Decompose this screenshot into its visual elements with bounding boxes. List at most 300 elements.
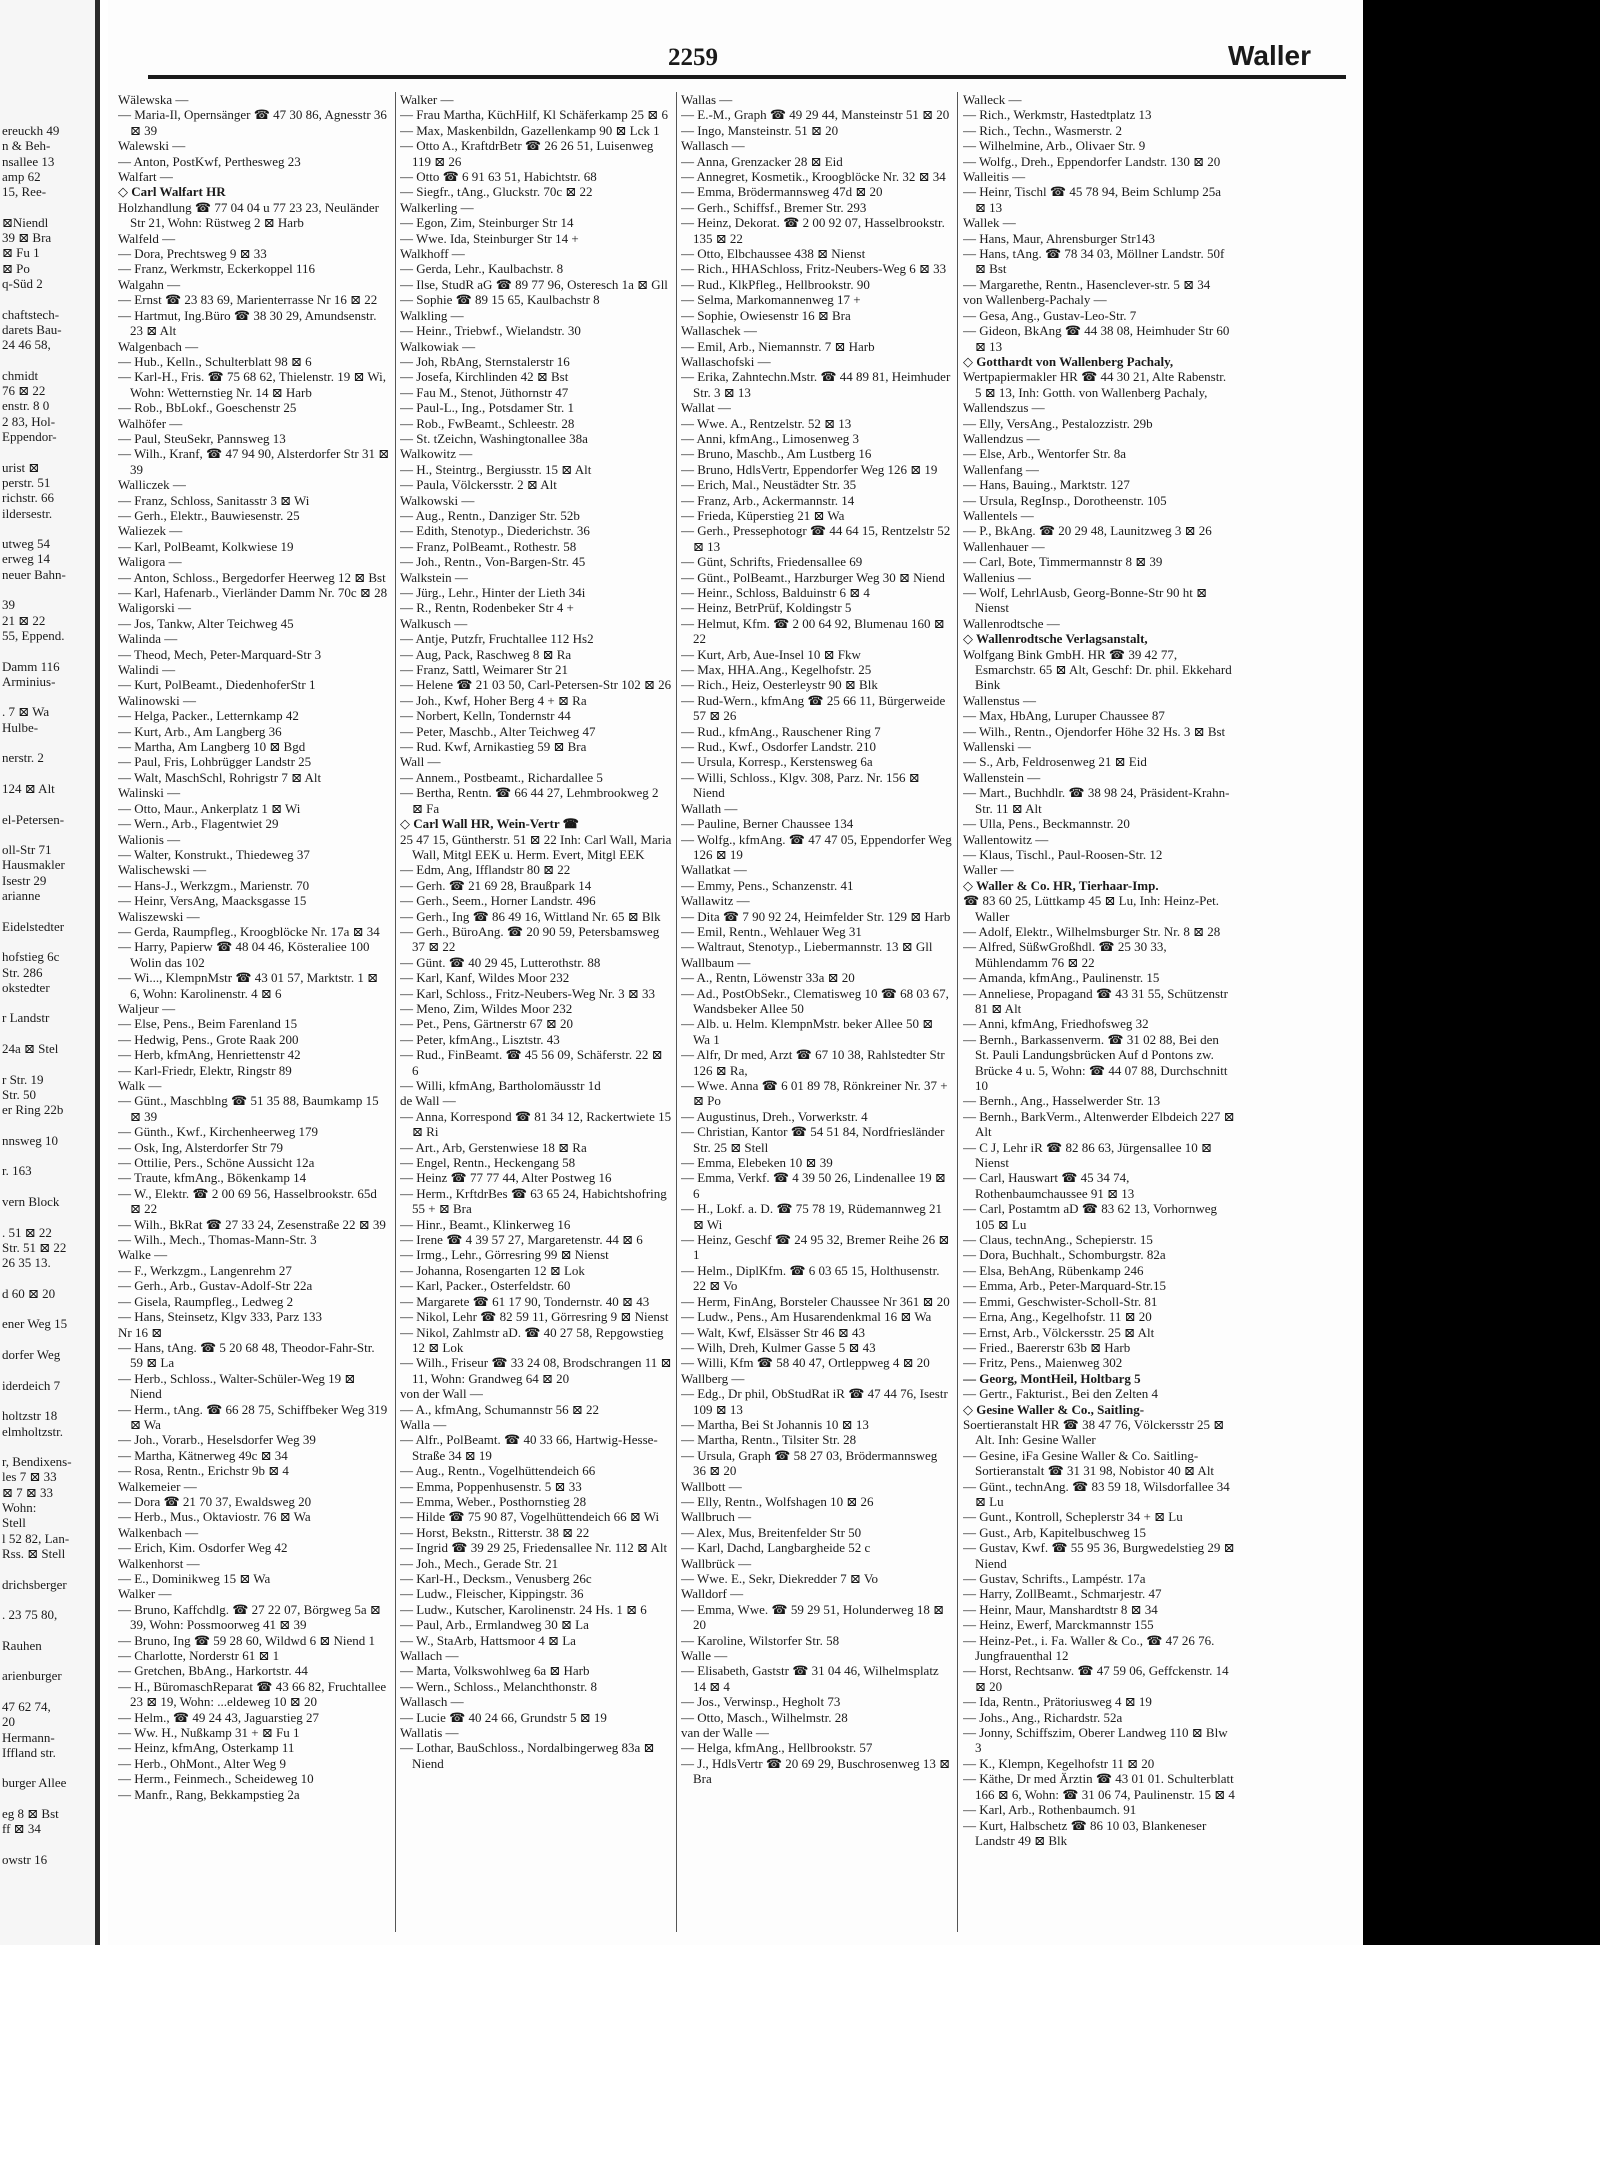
page-gutter-shadow <box>95 0 100 2177</box>
column-divider <box>957 92 958 1932</box>
surname-heading: Wall — <box>400 754 441 770</box>
scan-bottom-margin <box>0 1945 1600 2177</box>
directory-entry: — Sophie ☎ 89 15 65, Kaulbachstr 8 <box>400 292 600 308</box>
column-1 <box>118 92 390 1927</box>
directory-entry: — Paul-L., Ing., Potsdamer Str. 1 <box>400 400 575 416</box>
directory-entry: — Hub., Kelln., Schulterblatt 98 ⊠ 6 <box>118 353 312 369</box>
directory-entry: — Heinr, Maur, Manshardtstr 8 ⊠ 34 <box>963 1601 1158 1617</box>
facing-page-line: Hausmakler <box>2 857 65 873</box>
directory-entry: — P., BkAng. ☎ 20 29 48, Launitzweg 3 ⊠ 26 <box>963 523 1212 539</box>
facing-page-line: perstr. 51 <box>2 474 51 490</box>
directory-entry: — Nikol, Zahlmstr aD. ☎ 40 27 58, Repgowstieg 12 ⊠ Lok <box>400 1324 664 1355</box>
facing-page-line: Damm 116 <box>2 658 60 674</box>
surname-heading: Wallaschek — <box>681 323 757 339</box>
directory-entry: — Rich., HHASchloss, Fritz-Neubers-Weg 6 ⊠ 33 <box>681 261 947 277</box>
directory-entry: — Georg, MontHeil, Holtbarg 5 <box>963 1370 1141 1386</box>
facing-page-line: ereuckh 49 <box>2 123 60 138</box>
facing-page-line: d 60 ⊠ 20 <box>2 1285 56 1301</box>
facing-page-line: ⊠Niendl <box>2 214 49 230</box>
facing-page-line: erweg 14 <box>2 551 51 567</box>
directory-entry: — Franz, Schloss, Sanitasstr 3 ⊠ Wi <box>118 492 310 508</box>
directory-entry: — Kurt, Arb, Aue-Insel 10 ⊠ Fkw <box>681 646 861 662</box>
directory-entry: — Nikol, Lehr ☎ 82 59 11, Görresring 9 ⊠ Nienst <box>400 1309 669 1325</box>
facing-page-line: arienburger <box>2 1668 62 1684</box>
directory-entry: — Gerh., Ing ☎ 86 49 16, Wittland Nr. 65 ⊠ Blk <box>400 908 661 924</box>
surname-heading: Walinski — <box>118 785 181 801</box>
surname-heading: Wallendszus — <box>963 400 1045 416</box>
directory-entry: — Gideon, BkAng ☎ 44 38 08, Heimhuder Str 60 ⊠ 13 <box>963 323 1230 354</box>
directory-entry: — Osk, Ing, Alsterdorfer Str 79 <box>118 1139 284 1155</box>
directory-entry: — Karl, Schloss., Fritz-Neubers-Weg Nr. 3 ⊠ 33 <box>400 985 655 1001</box>
directory-entry: — Gerh., Schiffsf., Bremer Str. 293 <box>681 199 867 215</box>
surname-heading: van der Walle — <box>681 1725 769 1741</box>
surname-heading: Walionis — <box>118 831 181 847</box>
surname-heading: Walkowski — <box>400 492 475 508</box>
facing-page-line: 39 <box>2 597 15 613</box>
directory-entry: — Günth., Kwf., Kirchenheerweg 179 <box>118 1124 319 1140</box>
directory-entry: — E., Dominikweg 15 ⊠ Wa <box>118 1571 271 1586</box>
directory-entry: — F., Werkzgm., Langenrehm 27 <box>118 1262 292 1278</box>
facing-page-line: Eppendor- <box>2 429 57 444</box>
surname-heading: Walgahn — <box>118 276 181 292</box>
directory-entry: — Anna, Korrespond ☎ 81 34 12, Rackertwiete 15 ⊠ Ri <box>400 1108 672 1140</box>
facing-page-line: hofstieg 6c <box>2 949 60 965</box>
surname-heading: Wallbaum — <box>681 954 751 970</box>
surname-heading: Wälewska — <box>118 92 189 107</box>
directory-entry: — Pauline, Berner Chaussee 134 <box>681 816 854 832</box>
directory-entry: — Art., Arb, Gerstenwiese 18 ⊠ Ra <box>400 1139 587 1155</box>
directory-entry: ☎ 83 60 25, Lüttkamp 45 ⊠ Lu, Inh: Heinz-Pet. Waller <box>963 893 1219 924</box>
directory-entry: — Frau Martha, KüchHilf, Kl Schäferkamp 25 ⊠ 6 <box>400 107 668 123</box>
facing-page-line: nerstr. 2 <box>2 750 44 766</box>
directory-entry: — Wilh, Dreh, Kulmer Gasse 5 ⊠ 43 <box>681 1339 876 1355</box>
directory-entry: — Lucie ☎ 40 24 66, Grundstr 5 ⊠ 19 <box>400 1709 607 1725</box>
directory-entry: — Emma, Elebeken 10 ⊠ 39 <box>681 1155 833 1171</box>
facing-page-line: Stell <box>2 1515 26 1531</box>
surname-heading: Walker — <box>400 92 454 107</box>
directory-entry: — Rich., Werkmstr, Hastedtplatz 13 <box>963 107 1152 123</box>
directory-entry: — Mart., Buchhdlr. ☎ 38 98 24, Präsident-Krahn-Str. 11 ⊠ Alt <box>963 785 1230 816</box>
directory-entry: — Franz, Sattl, Weimarer Str 21 <box>400 662 569 678</box>
directory-entry: — Margarethe, Rentn., Hasenclever-str. 5 ⊠ 34 <box>963 276 1211 292</box>
directory-entry: — Wern., Arb., Flagentwiet 29 <box>118 816 279 832</box>
surname-heading: Walinda — <box>118 631 178 647</box>
directory-entry: — Heinz, BetrPrüf, Koldingstr 5 <box>681 600 852 616</box>
surname-heading: Waligora — <box>118 554 182 570</box>
directory-entry: — Gisela, Raumpfleg., Ledweg 2 <box>118 1293 294 1309</box>
surname-heading: Walkerling — <box>400 199 474 215</box>
directory-entry: — Waltraut, Stenotyp., Liebermannstr. 13 ⊠ Gll <box>681 939 933 955</box>
facing-page-line: 24 46 58, <box>2 337 51 353</box>
surname-heading: Walkowitz — <box>400 446 473 462</box>
directory-entry: — Adolf, Elektr., Wilhelmsburger Str. Nr. 8 ⊠ 28 <box>963 923 1221 939</box>
directory-entry: — Ilse, StudR aG ☎ 89 77 96, Osteresch 1a ⊠ Gll <box>400 276 668 292</box>
directory-entry: — Engel, Rentn., Heckengang 58 <box>400 1155 576 1171</box>
directory-entry: — Annegret, Kosmetik., Kroogblöcke Nr. 32 ⊠ 34 <box>681 169 946 185</box>
directory-entry: — Wwe. Anna ☎ 6 01 89 78, Rönkreiner Nr. 37 + ⊠ Po <box>681 1078 948 1109</box>
surname-heading: Wallawitz — <box>681 893 750 909</box>
surname-heading: Walgenbach — <box>118 338 199 354</box>
directory-entry: — Gustav, Kwf. ☎ 55 95 36, Burgwedelstieg 29 ⊠ Niend <box>963 1540 1235 1571</box>
surname-heading: Waliezek — <box>118 523 183 539</box>
surname-heading: Wallasch — <box>681 138 745 154</box>
facing-page-line: ildersestr. <box>2 505 53 521</box>
directory-entry: — Kurt, Arb., Am Langberg 36 <box>118 723 282 739</box>
directory-entry: — Emma, Poppenhusenstr. 5 ⊠ 33 <box>400 1478 582 1494</box>
facing-page-line: Iffland str. <box>2 1744 56 1760</box>
directory-entry: — Aug, Pack, Raschweg 8 ⊠ Ra <box>400 646 572 662</box>
directory-entry: — Anni, kfmAng., Limosenweg 3 <box>681 430 860 446</box>
directory-entry: — S., Arb, Feldrosenweg 21 ⊠ Eid <box>963 754 1147 770</box>
surname-heading: Walleitis — <box>963 169 1026 185</box>
directory-entry: — Harry, Papierw ☎ 48 04 46, Kösteraliee 100 Wolin das 102 <box>118 939 370 970</box>
directory-entry: — Günt, Schrifts, Friedensallee 69 <box>681 554 863 570</box>
directory-entry: — Alfr., PolBeamt. ☎ 40 33 66, Hartwig-Hesse-Straße 34 ⊠ 19 <box>400 1432 658 1463</box>
directory-entry: Wolfgang Bink GmbH. HR ☎ 39 42 77, Esmarchstr. 65 ⊠ Alt, Geschf: Dr. phil. Ekkehard Bink <box>963 646 1232 693</box>
directory-entry: — Hans, tAng. ☎ 5 20 68 48, Theodor-Fahr-Str. 59 ⊠ La <box>118 1339 375 1371</box>
directory-entry: — Günt. ☎ 40 29 45, Lutterothstr. 88 <box>400 954 601 970</box>
surname-heading: Walischewski — <box>118 862 207 878</box>
directory-entry: — Emil, Arb., Niemannstr. 7 ⊠ Harb <box>681 338 875 354</box>
directory-entry: — Hartmut, Ing.Büro ☎ 38 30 29, Amundsenstr. 23 ⊠ Alt <box>118 307 377 339</box>
directory-entry: — Karl, Hafenarb., Vierländer Damm Nr. 70c ⊠ 28 <box>118 585 388 600</box>
surname-heading: Walkemeier — <box>118 1478 197 1494</box>
surname-heading: Waller — <box>963 862 1014 878</box>
directory-entry: — Bruno, HdlsVertr, Eppendorfer Weg 126 ⊠ 19 <box>681 461 938 477</box>
directory-entry: — Karoline, Wilstorfer Str. 58 <box>681 1632 840 1648</box>
directory-entry: — Manfr., Rang, Bekkampstieg 2a <box>118 1786 300 1802</box>
directory-entry: — Karl, Dachd, Langbargheide 52 c <box>681 1540 871 1556</box>
directory-entry: — Fritz, Pens., Maienweg 302 <box>963 1355 1123 1371</box>
directory-entry: — St. tZeichn, Washingtonallee 38a <box>400 430 588 446</box>
directory-entry: — Rud., KlkPfleg., Hellbrookstr. 90 <box>681 276 870 292</box>
directory-entry: — Joh, RbAng, Sternstalerstr 16 <box>400 353 570 369</box>
directory-entry: — Edm, Ang, Ifflandstr 80 ⊠ 22 <box>400 862 571 878</box>
directory-entry: — Gretchen, BbAng., Harkortstr. 44 <box>118 1663 308 1679</box>
surname-heading: Walle — <box>681 1648 728 1664</box>
directory-entry: — A., kfmAng, Schumannstr 56 ⊠ 22 <box>400 1401 600 1417</box>
surname-heading: Walkowiak — <box>400 338 476 354</box>
facing-page-line: 124 ⊠ Alt <box>2 780 55 796</box>
directory-entry: — Horst, Bekstn., Ritterstr. 38 ⊠ 22 <box>400 1524 590 1540</box>
directory-entry: — Heinr, VersAng, Maacksgasse 15 <box>118 893 307 909</box>
directory-entry: — Meno, Zim, Wildes Moor 232 <box>400 1000 573 1016</box>
directory-entry: — Elly, VersAng., Pestalozzistr. 29b <box>963 415 1153 431</box>
surname-heading: Walkhoff — <box>400 246 465 262</box>
directory-entry: — Ernst ☎ 23 83 69, Marienterrasse Nr 16 ⊠ 22 <box>118 292 378 308</box>
directory-entry: ◇ Carl Wall HR, Wein-Vertr ☎ <box>400 816 579 832</box>
directory-entry: — Hans, Maur, Ahrensburger Str143 <box>963 230 1156 246</box>
directory-entry: — Emma, Arb., Peter-Marquard-Str.15 <box>963 1278 1167 1294</box>
directory-entry: — Bernh., Barkassenverm. ☎ 31 02 88, Bei den St. Pauli Landungsbrücken Auf d Pontons zw. Brücke 4 u. 5, Wohn: ☎ 44 07 88, Durchschnitt 10 <box>963 1031 1228 1093</box>
facing-page-line: chaftstech- <box>2 306 60 322</box>
facing-page-line: nnsweg 10 <box>2 1132 58 1148</box>
facing-page-line: Rss. ⊠ Stell <box>2 1545 66 1561</box>
directory-entry: — Dita ☎ 7 90 92 24, Heimfelder Str. 129 ⊠ Harb <box>681 908 951 924</box>
directory-entry: ◇ Gesine Waller & Co., Saitling- <box>963 1401 1145 1417</box>
directory-entry: — Edith, Stenotyp., Diederichstr. 36 <box>400 523 590 539</box>
directory-entry: — Johanna, Rosengarten 12 ⊠ Lok <box>400 1262 585 1278</box>
facing-page-line: holtzstr 18 <box>2 1408 58 1424</box>
directory-entry: — Hilde ☎ 75 90 87, Vogelhüttendeich 66 ⊠ Wi <box>400 1509 660 1525</box>
facing-page-line: urist ⊠ <box>2 459 40 475</box>
directory-entry: — Siegfr., tAng., Gluckstr. 70c ⊠ 22 <box>400 184 593 200</box>
directory-entry: — Ludw., Fleischer, Kippingstr. 36 <box>400 1586 584 1602</box>
facing-page-line: . 7 ⊠ Wa <box>2 704 50 720</box>
directory-entry: — Alfred, SüßwGroßhdl. ☎ 25 30 33, Mühlendamm 76 ⊠ 22 <box>963 939 1167 970</box>
facing-page-line: oll-Str 71 <box>2 842 52 858</box>
directory-entry: — Bernh., BarkVerm., Altenwerder Elbdeich 227 ⊠ Alt <box>963 1108 1235 1140</box>
directory-entry: — Peter, kfmAng., Lisztstr. 43 <box>400 1031 560 1047</box>
facing-page-line: drichsberger <box>2 1576 67 1592</box>
directory-entry: — Ernst, Arb., Völckersstr. 25 ⊠ Alt <box>963 1324 1155 1340</box>
surname-heading: Waljeur — <box>118 1000 176 1016</box>
directory-entry: — Gunt., Kontroll, Scheplerstr 34 + ⊠ Lu <box>963 1509 1183 1525</box>
surname-heading: Walfart — <box>118 169 173 185</box>
surname-heading: Walkstein — <box>400 569 468 585</box>
directory-entry: — Walt, MaschSchl, Rohrigstr 7 ⊠ Alt <box>118 769 322 785</box>
directory-entry: — Wilh., BkRat ☎ 27 33 24, Zesenstraße 22 ⊠ 39 <box>118 1216 386 1232</box>
facing-page-line: 15, Ree- <box>2 184 47 200</box>
directory-entry: — Emma, Weber., Posthornstieg 28 <box>400 1493 587 1509</box>
directory-entry: — Edg., Dr phil, ObStudRat iR ☎ 47 44 76, Isestr 109 ⊠ 13 <box>681 1386 948 1417</box>
facing-page-line: Eidelstedter <box>2 918 65 934</box>
facing-page-line: . 51 ⊠ 22 <box>2 1224 52 1240</box>
facing-page-line: 24a ⊠ Stel <box>2 1041 59 1056</box>
surname-heading: Wallenstein — <box>963 769 1041 785</box>
directory-entry: — Franz, Arb., Ackermannstr. 14 <box>681 492 855 508</box>
directory-entry: — Theod, Mech, Peter-Marquard-Str 3 <box>118 646 322 662</box>
directory-entry: — Willi, Schloss., Klgv. 308, Parz. Nr. 156 ⊠ Niend <box>681 769 920 801</box>
facing-page-line: amp 62 <box>2 168 41 184</box>
directory-entry: — Elly, Rentn., Wolfshagen 10 ⊠ 26 <box>681 1493 874 1509</box>
directory-entry: ◇ Carl Walfart HR <box>118 184 226 200</box>
directory-entry: — Joh., Kwf, Hoher Berg 4 + ⊠ Ra <box>400 692 587 708</box>
directory-entry: — A., Rentn, Löwenstr 33a ⊠ 20 <box>681 970 855 986</box>
directory-entry: — Wi..., KlempnMstr ☎ 43 01 57, Marktstr. 1 ⊠ 6, Wohn: Karolinenstr. 4 ⊠ 6 <box>118 970 378 1001</box>
directory-entry: — Josefa, Kirchlinden 42 ⊠ Bst <box>400 369 569 385</box>
directory-entry: — Wolf, LehrlAusb, Georg-Bonne-Str 90 ht ⊠ Nienst <box>963 585 1208 616</box>
directory-entry: — Hedwig, Pens., Grote Raak 200 <box>118 1031 299 1047</box>
facing-page-line: r, Bendixens- <box>2 1454 72 1470</box>
surname-heading: de Wall — <box>400 1093 456 1109</box>
facing-page-line: elmholtzstr. <box>2 1423 64 1439</box>
directory-entry: — Hinr., Beamt., Klinkerweg 16 <box>400 1216 571 1232</box>
directory-entry: — Paul, Fris, Lohbrügger Landstr 25 <box>118 754 312 770</box>
directory-entry: — Helene ☎ 21 03 50, Carl-Petersen-Str 102 ⊠ 26 <box>400 677 672 693</box>
directory-entry: — Wern., Schloss., Melanchthonstr. 8 <box>400 1678 597 1694</box>
directory-entry: — Gerh., Elektr., Bauwiesenstr. 25 <box>118 507 300 523</box>
directory-entry: — Gerda, Raumpfleg., Kroogblöcke Nr. 17a ⊠ 34 <box>118 923 380 939</box>
directory-entry: — Gerh. ☎ 21 69 28, Braußpark 14 <box>400 877 592 893</box>
directory-entry: — Bruno, Kaffchdlg. ☎ 27 22 07, Börgweg 5a ⊠ 39, Wohn: Possmoorweg 41 ⊠ 39 <box>118 1601 381 1633</box>
directory-entry: — J., HdlsVertr ☎ 20 69 29, Buschrosenweg 13 ⊠ Bra <box>681 1755 951 1787</box>
surname-heading: Wallbruch — <box>681 1509 752 1525</box>
facing-page-line: vern Block <box>2 1194 60 1209</box>
column-3 <box>681 92 953 1927</box>
facing-page-line: 55, Eppend. <box>2 627 65 643</box>
scanner-black-margin <box>1363 0 1600 1945</box>
directory-entry: — Ursula, Graph ☎ 58 27 03, Brödermannsweg 36 ⊠ 20 <box>681 1447 938 1479</box>
directory-entry: — Jos., Verwinsp., Hegholt 73 <box>681 1694 841 1710</box>
facing-page-line: ff ⊠ 34 <box>2 1821 41 1837</box>
facing-page-line: 21 ⊠ 22 <box>2 612 46 628</box>
column-4 <box>963 92 1235 1927</box>
surname-heading: Wallath — <box>681 800 738 816</box>
surname-heading: Waliszewski — <box>118 908 200 924</box>
facing-page-line: Arminius- <box>2 673 56 689</box>
directory-entry: — Joh., Mech., Gerade Str. 21 <box>400 1555 559 1571</box>
facing-page-line: ⊠ Po <box>2 260 30 276</box>
directory-entry: — Gerda, Lehr., Kaulbachstr. 8 <box>400 261 564 277</box>
directory-entry: — Lothar, BauSchloss., Nordalbingerweg 83a ⊠ Niend <box>400 1740 655 1771</box>
directory-entry: — Heinz-Pet., i. Fa. Waller & Co., ☎ 47 26 76. Jungfrauenthal 12 <box>963 1632 1215 1664</box>
directory-entry: — Jos, Tankw, Alter Teichweg 45 <box>118 615 294 631</box>
directory-entry: — Herm., tAng. ☎ 66 28 75, Schiffbeker Weg 319 ⊠ Wa <box>118 1401 388 1432</box>
directory-entry: — Hans, Bauing., Marktstr. 127 <box>963 477 1130 493</box>
directory-entry: — Herb, kfmAng, Henriettenstr 42 <box>118 1047 301 1063</box>
directory-entry: — Helm., DiplKfm. ☎ 6 03 65 15, Holthusenstr. 22 ⊠ Vo <box>681 1262 940 1294</box>
directory-entry: ◇ Waller & Co. HR, Tierhaar-Imp. <box>963 877 1159 893</box>
surname-heading: Wallenfang — <box>963 461 1039 477</box>
directory-entry: — Fau M., Stenot, Jüthornstr 47 <box>400 384 569 400</box>
surname-heading: von Wallenberg-Pachaly — <box>963 292 1107 308</box>
directory-entry: — Wilh., Friseur ☎ 33 24 08, Brodschrangen 11 ⊠ 11, Wohn: Grandweg 64 ⊠ 20 <box>400 1355 672 1386</box>
facing-page-line: nsallee 13 <box>2 153 55 169</box>
directory-entry: — Dora, Prechtsweg 9 ⊠ 33 <box>118 246 267 262</box>
directory-entry: — Frieda, Küperstieg 21 ⊠ Wa <box>681 507 845 523</box>
surname-heading: Wallbott — <box>681 1478 742 1494</box>
directory-entry: — Kurt, PolBeamt., DiedenhoferStr 1 <box>118 677 316 693</box>
directory-entry: — Norbert, Kelln, Tondernstr 44 <box>400 708 571 724</box>
directory-entry: — Wilh., Rentn., Ojendorfer Höhe 32 Hs. 3 ⊠ Bst <box>963 723 1226 739</box>
facing-page-line: q-Süd 2 <box>2 276 43 291</box>
surname-heading: Waligorski — <box>118 600 191 616</box>
surname-heading: Walfeld — <box>118 230 176 246</box>
directory-entry: Holzhandlung ☎ 77 04 04 u 77 23 23, Neuländer Str 21, Wohn: Rüstweg 2 ⊠ Harb <box>118 199 379 231</box>
surname-heading: Walker — <box>118 1586 172 1602</box>
facing-page-line: r Str. 19 <box>2 1071 44 1087</box>
directory-entry: — Claus, technAng., Schepierstr. 15 <box>963 1232 1153 1248</box>
directory-entry: — Augustinus, Dreh., Vorwerkstr. 4 <box>681 1108 868 1124</box>
directory-entry: — Rich., Heiz, Oesterleystr 90 ⊠ Blk <box>681 677 878 693</box>
facing-page-line: r Landstr <box>2 1010 50 1026</box>
directory-entry: — Ludw., Pens., Am Husarendenkmal 16 ⊠ Wa <box>681 1309 932 1325</box>
directory-entry: — Aug., Rentn., Vogelhüttendeich 66 <box>400 1463 596 1479</box>
directory-entry: — Erna, Ang., Kegelhofstr. 11 ⊠ 20 <box>963 1309 1152 1325</box>
directory-entry: — Dora ☎ 21 70 37, Ewaldsweg 20 <box>118 1493 312 1509</box>
directory-entry: — H., Steintrg., Bergiusstr. 15 ⊠ Alt <box>400 461 592 477</box>
directory-entry: — Franz, PolBeamt., Rothestr. 58 <box>400 538 577 554</box>
directory-entry: — Paula, Völckersstr. 2 ⊠ Alt <box>400 477 557 493</box>
directory-entry: — Heinz, kfmAng, Osterkamp 11 <box>118 1740 295 1756</box>
directory-entry: — Otto, Masch., Wilhelmstr. 28 <box>681 1709 848 1725</box>
directory-entry: — Ingo, Mansteinstr. 51 ⊠ 20 <box>681 122 839 138</box>
facing-page-line: ener Weg 15 <box>2 1316 68 1332</box>
directory-entry: — Anni, kfmAng, Friedhofsweg 32 <box>963 1016 1149 1032</box>
directory-entry: — Erich, Kim. Osdorfer Weg 42 <box>118 1540 288 1556</box>
directory-entry: — Walt, Kwf, Elsässer Str 46 ⊠ 43 <box>681 1324 866 1340</box>
directory-entry: — Elisabeth, Gaststr ☎ 31 04 46, Wilhelmsplatz 14 ⊠ 4 <box>681 1663 939 1694</box>
surname-heading: Walla — <box>400 1416 447 1432</box>
directory-entry: — H., Lokf. a. D. ☎ 75 78 19, Rüdemannweg 21 ⊠ Wi <box>681 1201 942 1232</box>
directory-entry: — Heinz ☎ 77 77 44, Alter Postweg 16 <box>400 1170 612 1186</box>
directory-entry: — Karl, Arb., Rothenbaumch. 91 <box>963 1802 1137 1818</box>
directory-entry: — Max, HHA.Ang., Kegelhofstr. 25 <box>681 662 872 678</box>
directory-entry: — Rich., Techn., Wasmerstr. 2 <box>963 122 1122 138</box>
directory-entry: — Ingrid ☎ 39 29 25, Friedensallee Nr. 112 ⊠ Alt <box>400 1540 668 1556</box>
directory-entry: — Dora, Buchhalt., Schomburgstr. 82a <box>963 1247 1166 1263</box>
directory-entry: — Jürg., Lehr., Hinter der Lieth 34i <box>400 585 586 600</box>
facing-page-line: eg 8 ⊠ Bst <box>2 1806 59 1821</box>
directory-entry: — Erika, Zahntechn.Mstr. ☎ 44 89 81, Heimhuder Str. 3 ⊠ 13 <box>681 369 951 400</box>
directory-entry: — Wolfg., Dreh., Eppendorfer Landstr. 130 ⊠ 20 <box>963 153 1221 169</box>
directory-entry: — C J, Lehr iR ☎ 82 86 63, Jürgensallee 10 ⊠ Nienst <box>963 1139 1212 1171</box>
directory-entry: — Gerh., Arb., Gustav-Adolf-Str 22a <box>118 1278 313 1294</box>
surname-heading: Wallas — <box>681 92 733 107</box>
directory-entry: — Max, Maskenbildn, Gazellenkamp 90 ⊠ Lck 1 <box>400 122 660 138</box>
surname-heading: Walliczek — <box>118 477 186 493</box>
directory-entry: — Joh., Rentn., Von-Bargen-Str. 45 <box>400 554 586 570</box>
directory-entry: — Wilh., Mech., Thomas-Mann-Str. 3 <box>118 1232 317 1248</box>
directory-entry: — Herb., Mus., Oktaviostr. 76 ⊠ Wa <box>118 1509 311 1525</box>
facing-page-line: Hermann- <box>2 1729 55 1745</box>
directory-entry: — Peter, Maschb., Alter Teichweg 47 <box>400 723 596 739</box>
directory-entry: — Ursula, RegInsp., Dorotheenstr. 105 <box>963 492 1167 508</box>
directory-entry: — Martha, Kätnerweg 49c ⊠ 34 <box>118 1447 288 1463</box>
facing-page-line: Hulbe- <box>2 719 39 735</box>
facing-page-line: darets Bau- <box>2 321 62 337</box>
surname-heading: Wallentowitz — <box>963 831 1049 847</box>
directory-entry: — Heinr., Triebwf., Wielandstr. 30 <box>400 323 581 339</box>
facing-page-line: okstedter <box>2 979 50 995</box>
directory-entry: — Karl-H., Decksm., Venusberg 26c <box>400 1571 592 1586</box>
directory-entry: — Rud. Kwf, Arnikastieg 59 ⊠ Bra <box>400 739 587 755</box>
directory-entry: — Hans-J., Werkzgm., Marienstr. 70 <box>118 877 310 893</box>
directory-entry: — Heinz, Geschf ☎ 24 95 32, Bremer Reihe 26 ⊠ 1 <box>681 1232 950 1263</box>
directory-entry: — Sophie, Owiesenstr 16 ⊠ Bra <box>681 307 851 323</box>
directory-entry: — Antje, Putzfr, Fruchtallee 112 Hs2 <box>400 631 594 647</box>
directory-entry: — Karl-H., Fris. ☎ 75 68 62, Thielenstr. 19 ⊠ Wi, Wohn: Wetternstieg Nr. 14 ⊠ Harb <box>118 369 387 400</box>
directory-entry: — Irmg., Lehr., Görresring 99 ⊠ Nienst <box>400 1247 609 1263</box>
directory-entry: — Helm., ☎ 49 24 43, Jaguarstieg 27 <box>118 1709 320 1725</box>
facing-page-line: ⊠ Fu 1 <box>2 245 40 261</box>
facing-page-line: Wohn: <box>2 1500 37 1515</box>
directory-entry: — Ulla, Pens., Beckmannstr. 20 <box>963 816 1130 832</box>
surname-heading: Wallatis — <box>400 1725 459 1741</box>
facing-page-line: 76 ⊠ 22 <box>2 383 46 399</box>
surname-heading: Walkling — <box>400 307 464 323</box>
directory-entry: — Hans, Steinsetz, Klgv 333, Parz 133 <box>118 1309 323 1325</box>
directory-entry: — Karl-Friedr, Elektr, Ringstr 89 <box>118 1062 292 1078</box>
facing-page-line: richstr. 66 <box>2 490 54 506</box>
directory-entry: — Gerh., BüroAng. ☎ 20 90 59, Petersbamsweg 37 ⊠ 22 <box>400 923 660 955</box>
directory-entry: — Max, HbAng, Luruper Chaussee 87 <box>963 708 1165 724</box>
directory-entry: — Helga, Packer., Letternkamp 42 <box>118 708 299 724</box>
directory-entry: — Horst, Rechtsanw. ☎ 47 59 06, Geffckenstr. 14 ⊠ 20 <box>963 1663 1229 1694</box>
directory-entry: — Johs., Ang., Richardstr. 52a <box>963 1709 1123 1725</box>
directory-entry: — Otto A., KraftdrBetr ☎ 26 26 51, Luisenweg 119 ⊠ 26 <box>400 138 654 169</box>
facing-page-line: Rauhen <box>2 1637 42 1653</box>
directory-entry: — Wwe. A., Rentzelstr. 52 ⊠ 13 <box>681 415 852 431</box>
directory-entry: — Karl, Packer., Osterfeldstr. 60 <box>400 1278 571 1294</box>
surname-heading: von der Wall — <box>400 1386 483 1402</box>
surname-heading: Walkenhorst — <box>118 1555 200 1571</box>
directory-entry: — Carl, Hauswart ☎ 45 34 74, Rothenbaumchaussee 91 ⊠ 13 <box>963 1170 1135 1201</box>
directory-entry: Nr 16 ⊠ <box>118 1324 163 1340</box>
header-rule <box>148 75 1346 79</box>
directory-entry: — Heinz, Dekorat. ☎ 2 00 92 07, Hasselbrookstr. 135 ⊠ 22 <box>681 215 945 246</box>
